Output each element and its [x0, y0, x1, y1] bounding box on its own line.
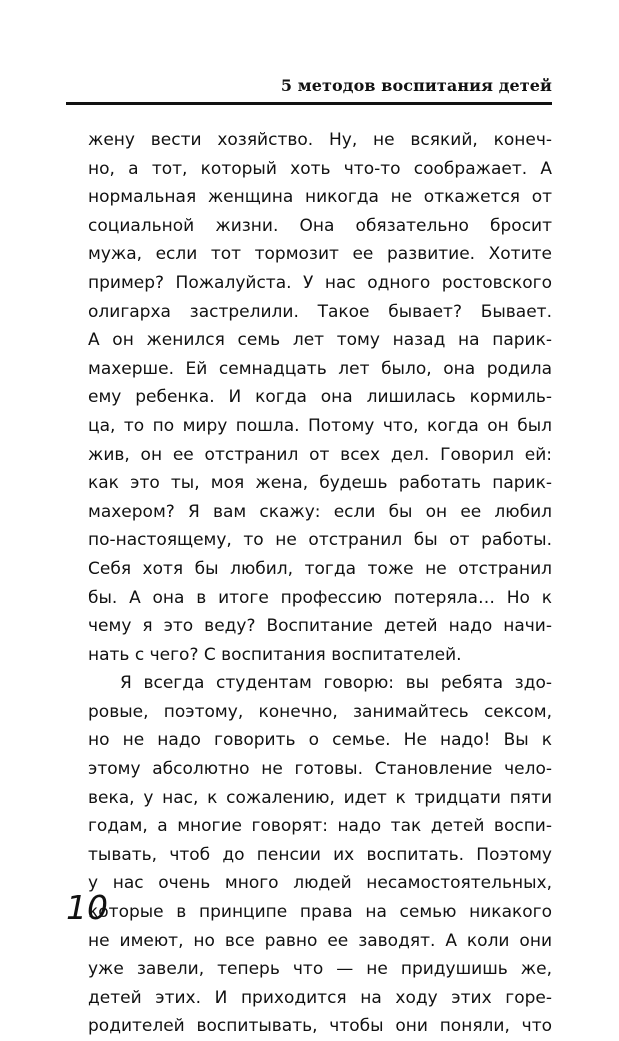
text-line: но, а тот, который хоть что-то соображает. А	[88, 158, 552, 179]
text-line: Себя хотя бы любил, тогда тоже не отстранил	[88, 558, 552, 579]
running-head: 5 методов воспитания детей	[280, 76, 552, 95]
text-line: по-настоящему, то не отстранил бы от работы.	[88, 530, 552, 551]
text-line: пример? Пожалуйста. У нас одного ростовского	[88, 272, 552, 293]
body-text	[88, 126, 552, 1041]
text-line: у нас очень много людей несамостоятельных,	[88, 873, 552, 894]
page-number: 10	[66, 888, 108, 927]
text-line: Я всегда студентам говорю: вы ребята здо-	[120, 673, 552, 694]
text-line: ему ребенка. И когда она лишилась кормиль-	[88, 387, 552, 408]
text-line: которые в принципе права на семью никакого	[88, 902, 552, 923]
text-line: нать с чего? С воспитания воспитателей.	[88, 644, 462, 665]
text-line: века, у нас, к сожалению, идет к тридцати пяти	[88, 787, 552, 808]
text-line: родителей воспитывать, чтобы они поняли, что	[88, 1016, 552, 1037]
text-line: мужа, если тот тормозит ее развитие. Хотите	[88, 244, 552, 265]
text-line: бы. А она в итоге профессию потеряла… Но к	[88, 587, 552, 608]
text-line: жив, он ее отстранил от всех дел. Говорил ей:	[88, 444, 552, 465]
text-line: А он женился семь лет тому назад на парик-	[88, 330, 552, 351]
text-line: махером? Я вам скажу: если бы он ее любил	[88, 501, 552, 522]
text-line: жену вести хозяйство. Ну, не всякий, конеч-	[88, 130, 552, 150]
text-line: но не надо говорить о семье. Не надо! Вы к	[88, 730, 552, 751]
text-line: чему я это веду? Воспитание детей надо начи-	[88, 616, 552, 637]
text-line: олигарха застрелили. Такое бывает? Бывает.	[88, 301, 552, 322]
text-line: социальной жизни. Она обязательно бросит	[88, 215, 552, 236]
text-line: тывать, чтоб до пенсии их воспитать. Поэтому	[88, 844, 552, 865]
text-line: ровые, поэтому, конечно, занимайтесь сексом,	[88, 701, 552, 722]
text-line: годам, а многие говорят: надо так детей воспи-	[88, 816, 552, 837]
text-line: детей этих. И приходится на ходу этих горе-	[88, 987, 552, 1008]
text-line: ца, то по миру пошла. Потому что, когда он был	[88, 415, 552, 436]
text-line: нормальная женщина никогда не откажется от	[88, 187, 552, 208]
text-line: не имеют, но все равно ее заводят. А коли они	[88, 930, 552, 951]
header-rule	[66, 102, 552, 105]
text-line: этому абсолютно не готовы. Становление чело-	[88, 759, 552, 780]
text-line: махерше. Ей семнадцать лет было, она родила	[88, 358, 552, 379]
text-line: как это ты, моя жена, будешь работать парик-	[88, 473, 552, 494]
text-line: уже завели, теперь что — не придушишь же,	[88, 959, 552, 980]
